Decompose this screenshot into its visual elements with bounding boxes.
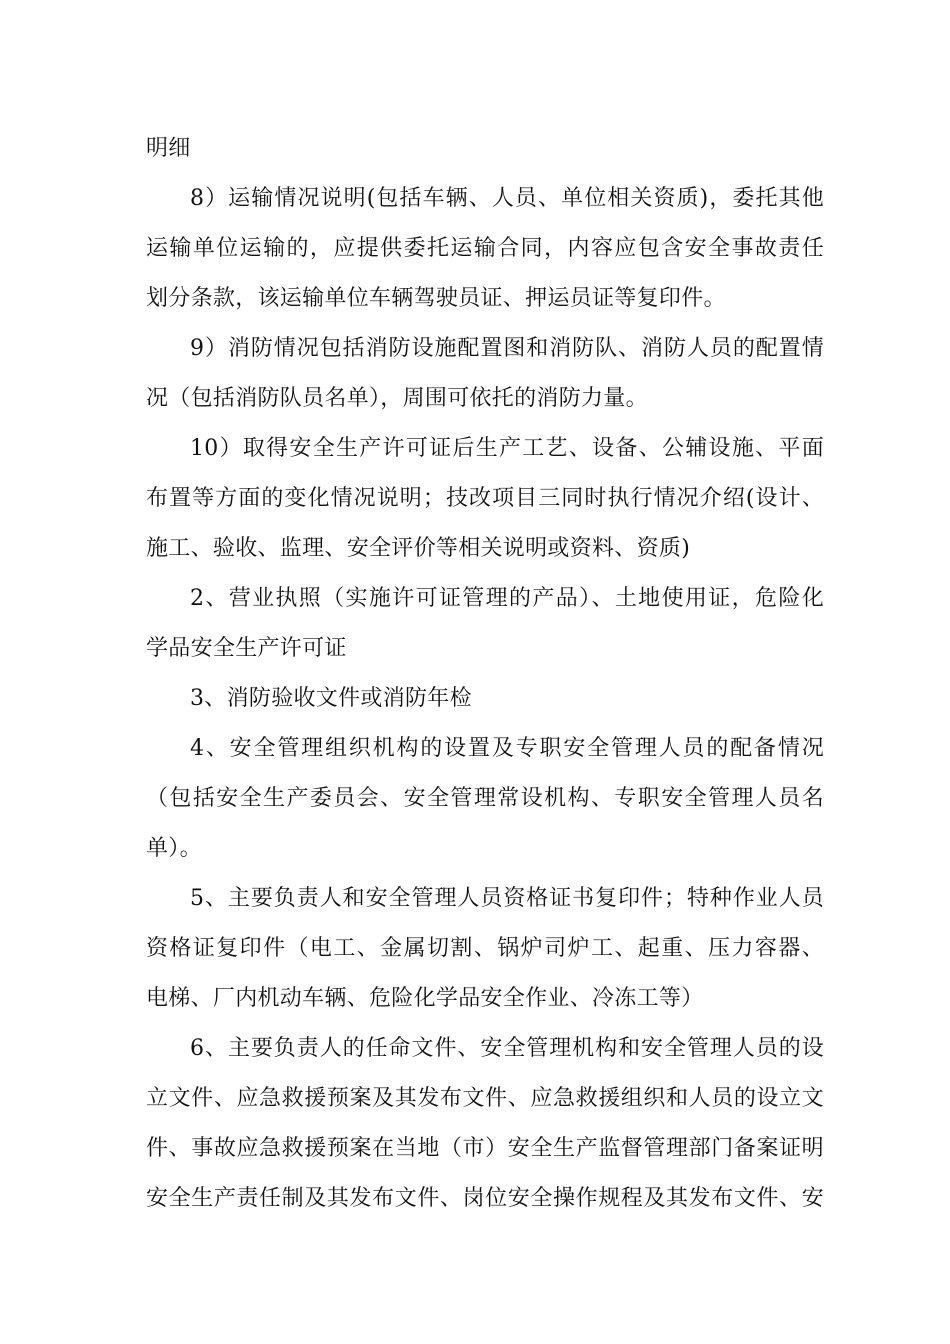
document-body: [146, 124, 824, 1224]
text-line: （包括安全生产委员会、安全管理常设机构、专职安全管理人员名: [146, 786, 824, 811]
text-line: 况（包括消防队员名单），周围可依托的消防力量。: [146, 386, 648, 411]
text-line: 立文件、应急救援预案及其发布文件、应急救援组织和人员的设立文: [146, 1086, 824, 1111]
text-line: 单）。: [146, 836, 202, 861]
text-line: 件、事故应急救援预案在当地（市）安全生产监督管理部门备案证明: [146, 1136, 824, 1161]
text-line: 8）运输情况说明(包括车辆、人员、单位相关资质)，委托其他: [190, 186, 824, 211]
text-line: 安全生产责任制及其发布文件、岗位安全操作规程及其发布文件、安: [146, 1186, 824, 1211]
text-line: 6、主要负责人的任命文件、安全管理机构和安全管理人员的设: [190, 1036, 824, 1061]
text-line: 划分条款，该运输单位车辆驾驶员证、押运员证等复印件。: [146, 286, 726, 311]
text-line: 5、主要负责人和安全管理人员资格证书复印件；特种作业人员: [190, 886, 824, 911]
text-line: 学品安全生产许可证: [146, 636, 347, 661]
text-line: 10）取得安全生产许可证后生产工艺、设备、公辅设施、平面: [190, 436, 824, 461]
text-line: 施工、验收、监理、安全评价等相关说明或资料、资质): [146, 536, 691, 561]
text-line: 9）消防情况包括消防设施配置图和消防队、消防人员的配置情: [190, 336, 824, 361]
text-line: 电梯、厂内机动车辆、危险化学品安全作业、冷冻工等）: [146, 986, 704, 1011]
text-line: 布置等方面的变化情况说明；技改项目三同时执行情况介绍(设计、: [146, 486, 824, 511]
text-line: 明细: [146, 136, 191, 161]
text-line: 4、安全管理组织机构的设置及专职安全管理人员的配备情况: [190, 736, 824, 761]
text-line: 3、消防验收文件或消防年检: [190, 686, 472, 711]
text-line: 运输单位运输的，应提供委托运输合同，内容应包含安全事故责任: [146, 236, 824, 261]
text-line: 2、营业执照（实施许可证管理的产品）、土地使用证，危险化: [190, 586, 824, 611]
text-line: 资格证复印件（电工、金属切割、锅炉司炉工、起重、压力容器、: [146, 936, 824, 961]
